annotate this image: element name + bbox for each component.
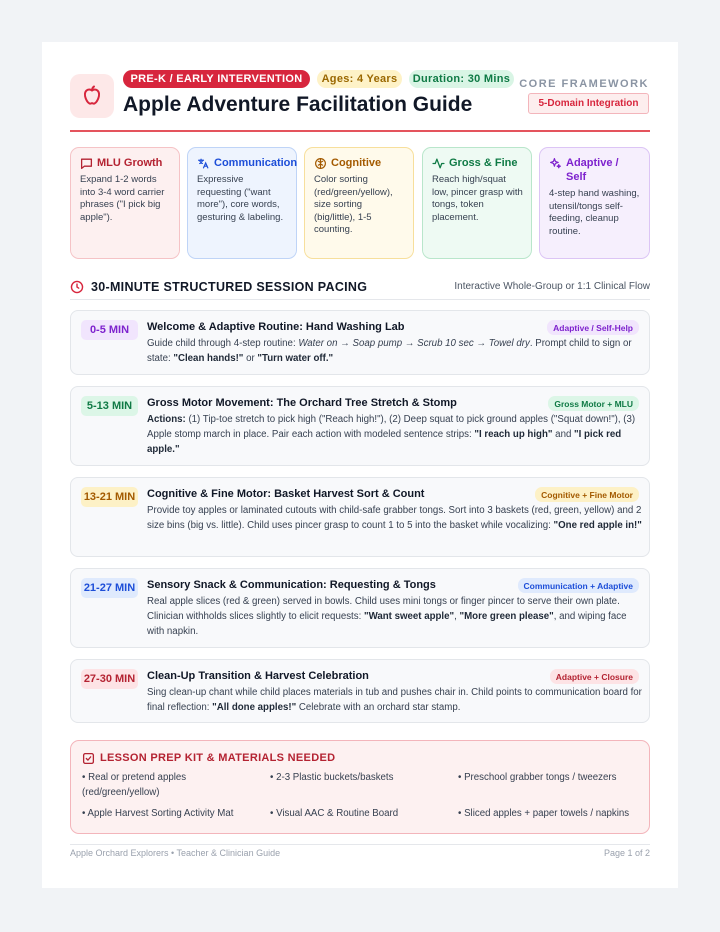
block-description — [147, 412, 643, 457]
material-item: • Real or pretend apples (red/green/yellow) — [82, 772, 187, 798]
session-block — [70, 310, 650, 375]
text-run: and — [552, 429, 575, 440]
block-description — [147, 594, 643, 639]
sparkles-icon — [549, 157, 562, 170]
block-description — [147, 503, 643, 533]
text-run: Guide child through 4-step routine: — [147, 338, 299, 349]
session-block — [70, 477, 650, 557]
framework-label: CORE FRAMEWORK — [519, 78, 649, 90]
text-run: Sing clean-up chant while child places materials in tub and pushes chair in. Child points to communication board for final reflection: — [147, 687, 642, 713]
prep-kit-title: LESSON PREP KIT & MATERIALS NEEDED — [100, 752, 336, 764]
apple-icon — [70, 74, 114, 118]
domain-description: Color sorting (red/green/yellow), size sorting (big/little), 1-5 counting. — [314, 174, 393, 235]
session-subtitle: Interactive Whole-Group or 1:1 Clinical Flow — [454, 281, 650, 292]
domain-tag: Communication + Adaptive — [518, 578, 640, 593]
block-title: Sensory Snack & Communication: Requesting & Tongs — [147, 579, 436, 591]
prep-kit-panel — [70, 740, 650, 834]
emphasis-phrase: "Clean hands!" — [173, 353, 244, 364]
domain-card-mlu — [70, 147, 180, 259]
emphasis-phrase: "One red apple in!" — [553, 520, 642, 531]
domain-title: Gross & Fine — [449, 157, 518, 169]
framework-badge: 5-Domain Integration — [528, 93, 649, 114]
footer-divider — [70, 844, 650, 845]
block-title: Welcome & Adaptive Routine: Hand Washing Lab — [147, 321, 405, 333]
time-badge: 27-30 MIN — [81, 669, 138, 689]
emphasis-phrase: "I pick red apple." — [147, 429, 622, 455]
material-item: • Sliced apples + paper towels / napkins — [458, 808, 630, 819]
text-run: , — [454, 611, 460, 622]
time-badge: 5-13 MIN — [81, 396, 138, 416]
text-run: Real apple slices (red & green) served in bowls. Child uses mini tongs or finger pincer to serve their own plate. Clinician withholds slices slightly to elicit requests: — [147, 596, 620, 622]
checkbox-icon — [82, 752, 95, 765]
text-run: or — [243, 353, 258, 364]
material-item: • Apple Harvest Sorting Activity Mat — [82, 808, 234, 819]
footer-right: Page 1 of 2 — [603, 848, 650, 858]
duration-badge: Duration: 30 Mins — [409, 70, 514, 88]
emphasis-phrase: "All done apples!" — [212, 702, 297, 713]
domain-card-cognitive — [304, 147, 414, 259]
header-divider — [70, 130, 650, 132]
emphasis-phrase: "More green please" — [459, 611, 554, 622]
domain-tag: Cognitive + Fine Motor — [535, 487, 639, 502]
routine-steps: Water on → Soap pump → Scrub 10 sec → Towel dry — [298, 338, 530, 349]
emphasis-phrase: Actions: — [147, 414, 186, 425]
domain-tag: Gross Motor + MLU — [548, 396, 639, 411]
material-item: • 2-3 Plastic buckets/baskets — [270, 772, 394, 783]
material-item: • Visual AAC & Routine Board — [270, 808, 399, 819]
emphasis-phrase: "Turn water off." — [257, 353, 334, 364]
text-run: Celebrate with an orchard star stamp. — [296, 702, 461, 713]
domain-card-adaptive — [539, 147, 650, 259]
block-title: Gross Motor Movement: The Orchard Tree Stretch & Stomp — [147, 397, 457, 409]
domain-title: Adaptive / Self — [566, 157, 619, 183]
time-badge: 0-5 MIN — [81, 320, 138, 340]
emphasis-phrase: "I reach up high" — [474, 429, 553, 440]
block-title: Clean-Up Transition & Harvest Celebration — [147, 670, 369, 682]
activity-icon — [432, 157, 445, 170]
block-title: Cognitive & Fine Motor: Basket Harvest Sort & Count — [147, 488, 425, 500]
domain-title: Communication — [214, 157, 298, 169]
guide-page — [42, 42, 678, 888]
emphasis-phrase: "Want sweet apple" — [363, 611, 455, 622]
text-run: (1) Tip-toe stretch to pick high ("Reach high!"), (2) Deep squat to pick ground apples ("Squat down!"), (3) Apple stomp march in place. Pair each action with modeled sentence strips: — [147, 414, 636, 440]
time-badge: 21-27 MIN — [81, 578, 138, 598]
clock-icon — [70, 280, 84, 294]
speech-bubble-icon — [80, 157, 93, 170]
block-description — [147, 685, 643, 715]
brain-icon — [314, 157, 327, 170]
session-block — [70, 386, 650, 466]
domain-title: MLU Growth — [97, 157, 163, 169]
ages-badge: Ages: 4 Years — [317, 70, 402, 88]
text-run: Provide toy apples or laminated cutouts with child-safe grabber tongs. Sort into 3 baskets (red, green, yellow) and 2 size bins (big vs. little). Child uses pincer grasp to count 1 to 5 into the basket while vocalizing: — [147, 505, 642, 531]
domain-title: Cognitive — [331, 157, 382, 169]
session-title: 30-MINUTE STRUCTURED SESSION PACING — [91, 280, 368, 294]
material-item: • Preschool grabber tongs / tweezers — [458, 772, 617, 783]
domain-card-motor — [422, 147, 532, 259]
session-block — [70, 568, 650, 648]
time-badge: 13-21 MIN — [81, 487, 138, 507]
domain-description: Expressive requesting ("want more"), core words, gesturing & labeling. — [197, 174, 284, 223]
text-run: . Prompt child to sign or state: — [147, 338, 632, 364]
footer-left: Apple Orchard Explorers • Teacher & Clinician Guide — [70, 848, 281, 858]
block-description — [147, 336, 643, 366]
section-divider — [70, 299, 650, 300]
program-badge: PRE-K / EARLY INTERVENTION — [123, 70, 310, 88]
session-block — [70, 659, 650, 723]
domain-tag: Adaptive + Closure — [550, 669, 639, 684]
translate-icon — [197, 157, 210, 170]
domain-description: 4-step hand washing, utensil/tongs self-feeding, cleanup routine. — [549, 188, 640, 237]
domain-description: Reach high/squat low, pincer grasp with tongs, token placement. — [432, 174, 523, 223]
domain-description: Expand 1-2 words into 3-4 word carrier phrases ("I pick big apple"). — [80, 174, 165, 223]
domain-card-communication — [187, 147, 297, 259]
page-title: Apple Adventure Facilitation Guide — [123, 93, 473, 116]
text-run: , and wiping face with napkin. — [147, 611, 627, 637]
domain-tag: Adaptive / Self-Help — [547, 320, 639, 335]
